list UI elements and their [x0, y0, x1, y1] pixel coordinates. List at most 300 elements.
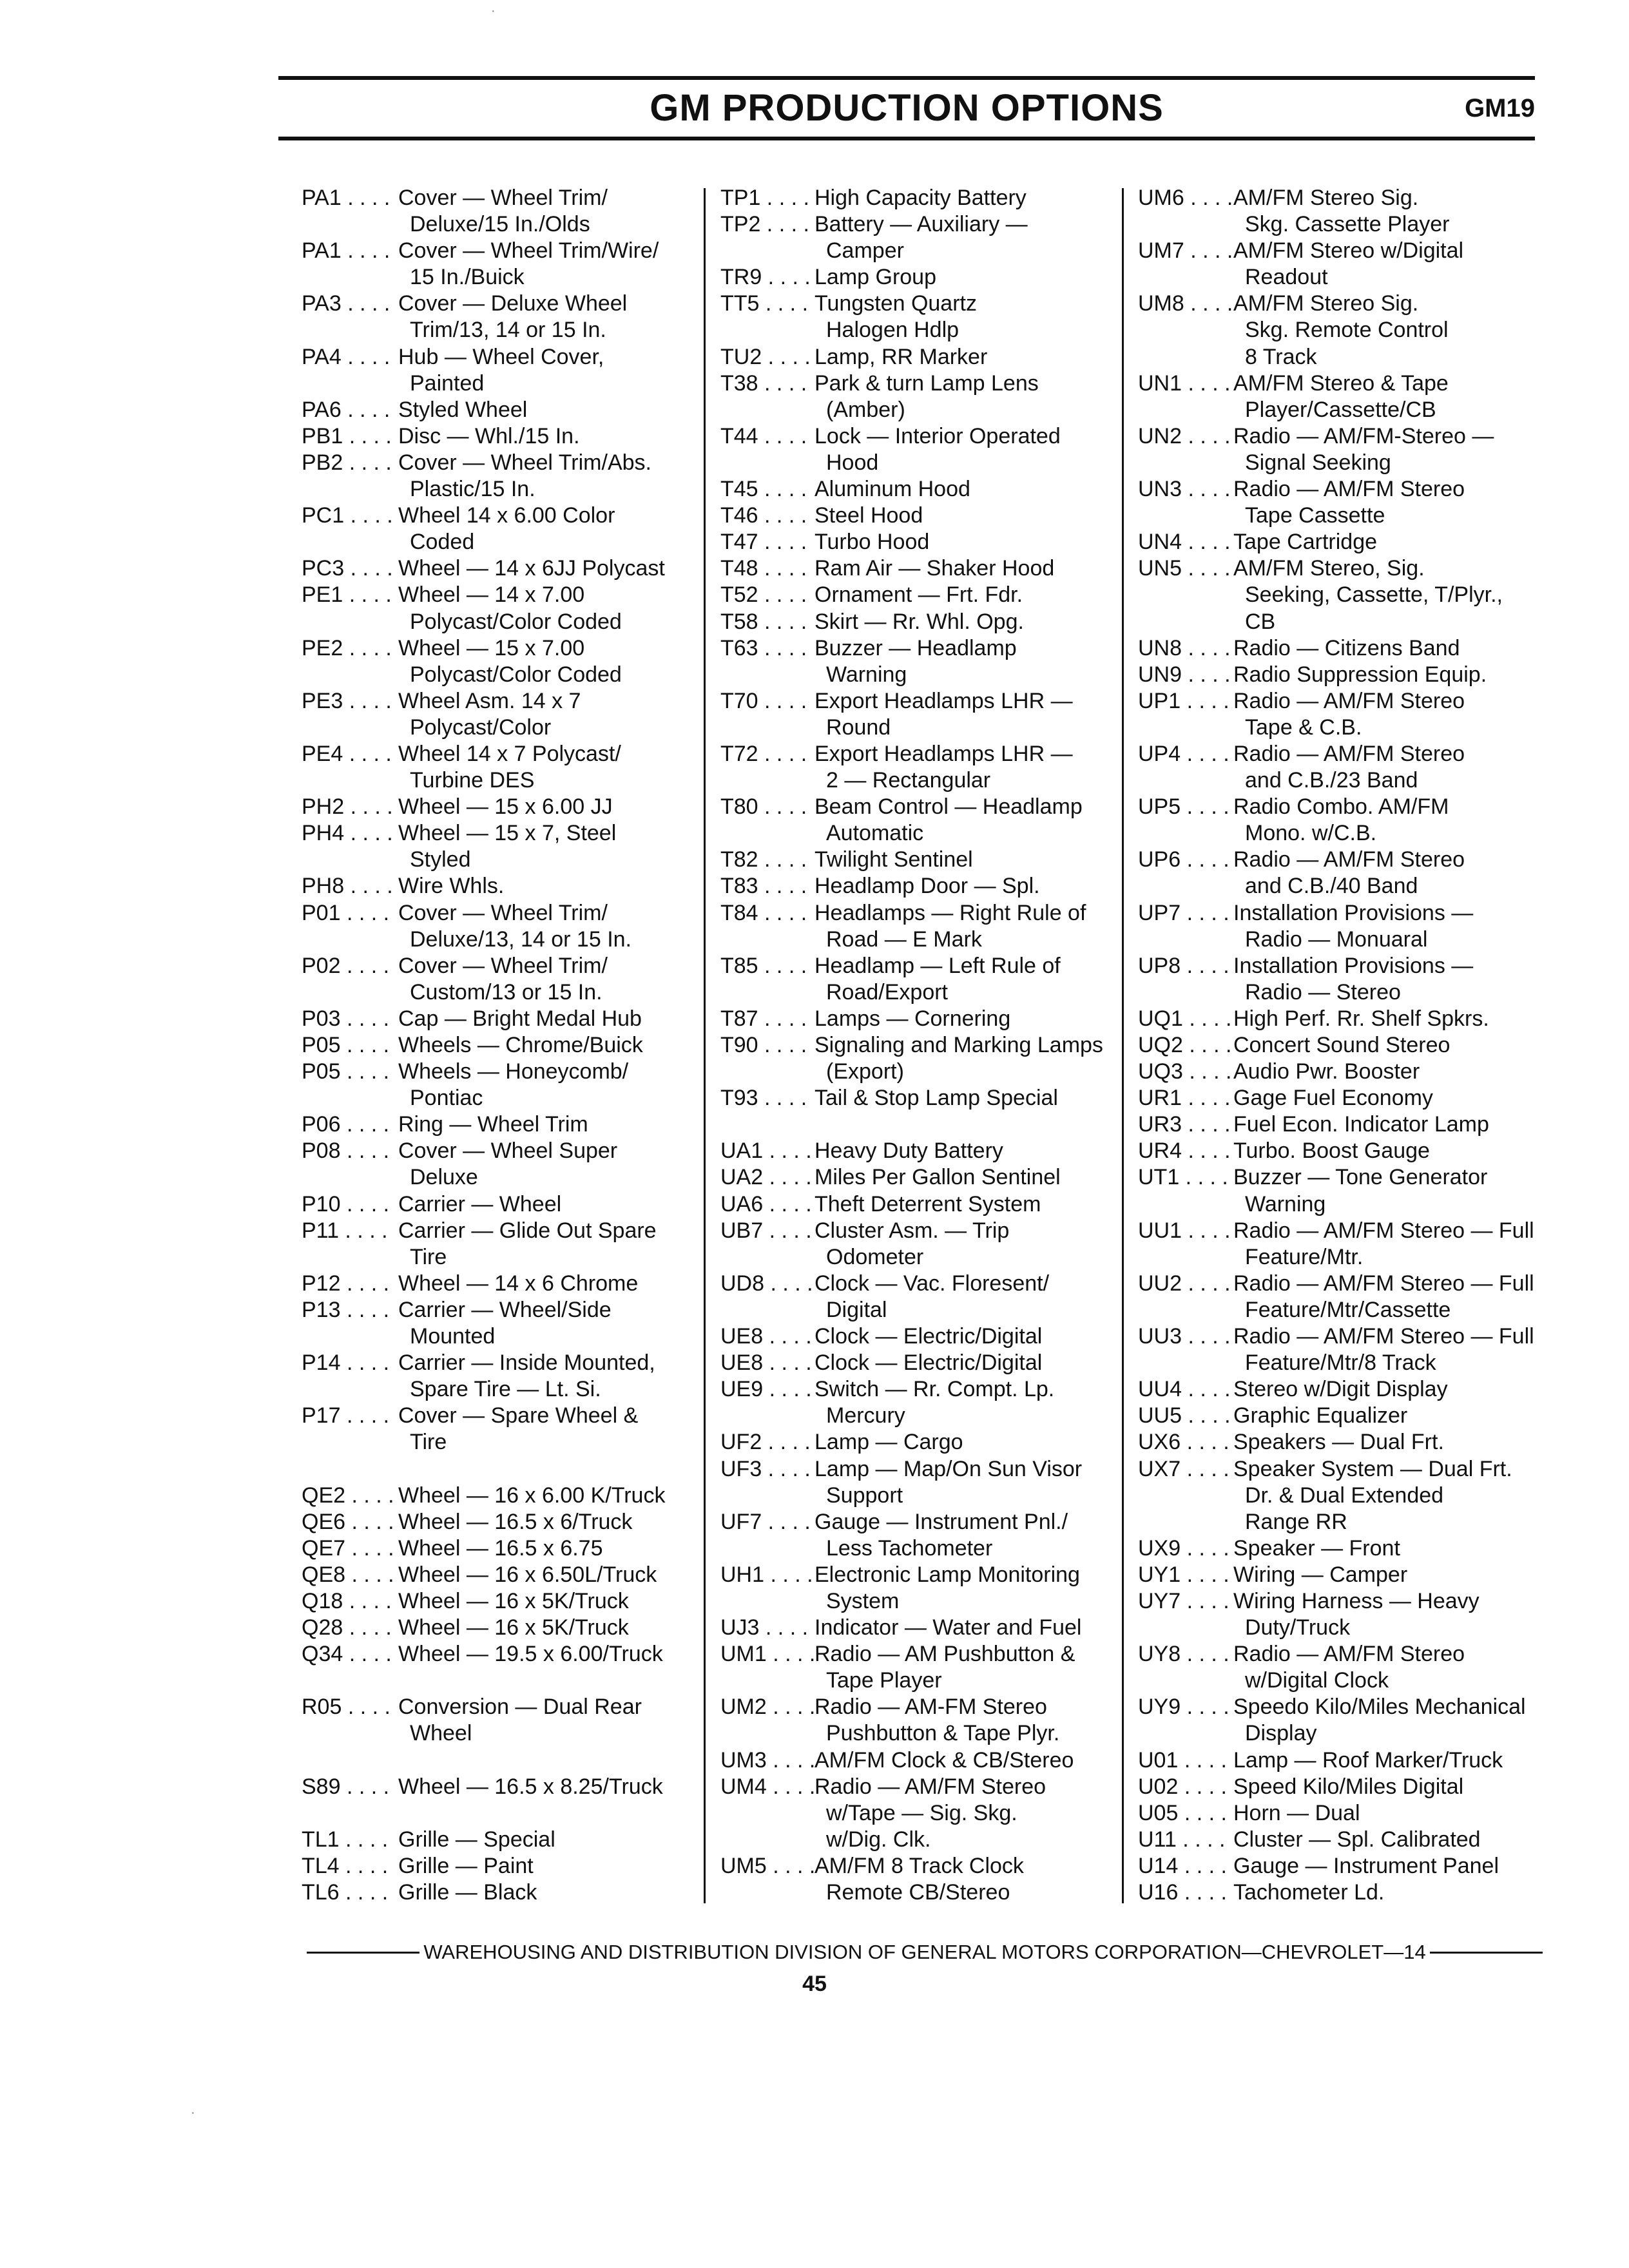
option-description [815, 794, 1115, 847]
option-description [398, 1191, 675, 1218]
option-description-line: Clock — Electric/Digital [815, 1324, 1043, 1349]
option-entry [720, 1456, 1115, 1509]
option-entry [720, 873, 1115, 899]
option-entry [720, 1032, 1115, 1085]
option-code: PB2 . . . . [302, 450, 392, 475]
option-description [398, 1774, 675, 1800]
option-description-continuation: Seeking, Cassette, T/Plyr., [1245, 582, 1503, 608]
option-description-line: Tail & Stop Lamp Special [815, 1086, 1058, 1111]
option-code: U16 . . . . [1138, 1880, 1227, 1905]
option-entry [1138, 662, 1550, 688]
option-description [815, 873, 1115, 899]
option-entry [1138, 1800, 1550, 1827]
option-description-continuation: Custom/13 or 15 In. [410, 979, 602, 1004]
option-entry [720, 1615, 1115, 1641]
option-description-line: Tungsten Quartz [815, 291, 977, 316]
option-entry [302, 423, 675, 450]
option-description [1233, 953, 1550, 1006]
option-entry [302, 1588, 675, 1615]
option-entry [1138, 291, 1550, 370]
option-entry [302, 794, 675, 820]
option-entry [720, 555, 1115, 582]
option-description-line: Grille — Special [398, 1827, 555, 1852]
option-description-line: Horn — Dual [1233, 1800, 1360, 1825]
option-description-line: Carrier — Wheel [398, 1191, 562, 1216]
option-description-continuation: Support [826, 1483, 903, 1508]
option-description [398, 1297, 675, 1350]
option-description [398, 1483, 675, 1509]
option-description [1233, 741, 1550, 794]
option-code: UR4 . . . . [1138, 1139, 1231, 1164]
option-code: PH4 . . . . [302, 821, 393, 846]
option-code: R05 . . . . [302, 1695, 390, 1720]
option-description-line: Cover — Spare Wheel & [398, 1403, 639, 1428]
option-code: UR1 . . . . [1138, 1086, 1231, 1111]
option-description-continuation: System [826, 1588, 900, 1613]
option-description [398, 1032, 675, 1059]
option-code: UF2 . . . . [720, 1430, 811, 1455]
option-description-continuation: Tire [410, 1430, 447, 1455]
option-description [815, 1350, 1115, 1376]
option-description [815, 1456, 1115, 1509]
option-code: T46 . . . . [720, 503, 807, 528]
option-description-line: Cover — Deluxe Wheel [398, 291, 628, 316]
option-entry [720, 529, 1115, 555]
option-code: UN3 . . . . [1138, 477, 1231, 502]
option-description-line: Wheel — 16.5 x 6.75 [398, 1535, 603, 1561]
option-code: T58 . . . . [720, 609, 807, 634]
option-code: UF3 . . . . [720, 1456, 811, 1481]
option-description-line: AM/FM 8 Track Clock [815, 1853, 1024, 1878]
option-description-line: Wiring Harness — Heavy [1233, 1588, 1480, 1613]
option-description-continuation: Signal Seeking [1245, 450, 1391, 475]
option-code: UU4 . . . . [1138, 1377, 1231, 1402]
option-entry [720, 635, 1115, 688]
option-code: T63 . . . . [720, 635, 807, 660]
option-description-line: Headlamp Door — Spl. [815, 874, 1040, 899]
option-code: T38 . . . . [720, 370, 807, 396]
option-code: UQ1 . . . . [1138, 1006, 1232, 1031]
option-code: T85 . . . . [720, 953, 807, 978]
option-code: UU1 . . . . [1138, 1218, 1231, 1243]
option-entry [302, 1615, 675, 1641]
option-entry [720, 1562, 1115, 1615]
option-code: UN2 . . . . [1138, 423, 1231, 448]
option-code: PA4 . . . . [302, 344, 390, 369]
option-description-continuation: Deluxe/15 In./Olds [410, 212, 590, 237]
option-code: UM5 . . . . [720, 1853, 816, 1878]
option-description [398, 1218, 675, 1271]
option-description-line: Clock — Electric/Digital [815, 1350, 1043, 1376]
option-code: UP1 . . . . [1138, 688, 1229, 713]
option-description [398, 344, 675, 397]
option-description-line: High Perf. Rr. Shelf Spkrs. [1233, 1006, 1489, 1031]
option-entry [720, 1350, 1115, 1376]
page-title: GM PRODUCTION OPTIONS [650, 87, 1164, 129]
option-entry [1138, 1271, 1550, 1323]
option-description-line: Turbo Hood [815, 530, 930, 555]
option-entry [1138, 476, 1550, 529]
option-entry [1138, 1429, 1550, 1456]
column-divider [704, 188, 706, 1903]
option-description-line: Lock — Interior Operated [815, 423, 1061, 448]
option-description [398, 1138, 675, 1191]
option-entry [302, 1853, 675, 1879]
option-description [815, 1164, 1115, 1191]
option-description [398, 1562, 675, 1588]
option-entry [302, 1403, 675, 1456]
option-entry [302, 1059, 675, 1111]
option-description-line: Miles Per Gallon Sentinel [815, 1165, 1061, 1190]
option-entry [1138, 1059, 1550, 1085]
option-entry [302, 291, 675, 343]
option-description-line: Wheel 14 x 7 Polycast/ [398, 741, 621, 766]
option-description [1233, 529, 1550, 555]
option-description [815, 688, 1115, 741]
option-description-line: Radio — Citizens Band [1233, 635, 1460, 660]
footer-rule-left [307, 1952, 419, 1954]
option-description [398, 1694, 675, 1747]
option-description-continuation: Road/Export [826, 979, 948, 1004]
option-entry [302, 873, 675, 899]
option-code: QE8 . . . . [302, 1562, 394, 1587]
option-entry [302, 1827, 675, 1853]
option-description-line: Installation Provisions — [1233, 900, 1474, 925]
option-entry [720, 1641, 1115, 1694]
option-description [398, 1403, 675, 1456]
option-code: T84 . . . . [720, 900, 807, 925]
option-description-line: Wheel — 16 x 6.00 K/Truck [398, 1483, 666, 1508]
option-description-continuation: Warning [826, 662, 907, 687]
option-code: U02 . . . . [1138, 1774, 1227, 1799]
option-code: TT5 . . . . [720, 291, 809, 316]
option-description-continuation: Range RR [1245, 1509, 1347, 1534]
option-entry [720, 1138, 1115, 1164]
option-entry [302, 1111, 675, 1138]
option-description [1233, 1271, 1550, 1323]
option-entry [720, 185, 1115, 211]
option-code: UT1 . . . . [1138, 1165, 1228, 1190]
option-code: UB7 . . . . [720, 1218, 812, 1243]
option-entry [720, 1694, 1115, 1747]
option-description-line: Concert Sound Stereo [1233, 1033, 1451, 1057]
option-entry [302, 953, 675, 1006]
option-description [815, 529, 1115, 555]
option-description-continuation: Camper [826, 238, 904, 264]
option-description-continuation: CB [1245, 609, 1276, 634]
option-entry [720, 741, 1115, 794]
option-entry [1138, 1164, 1550, 1217]
section-gap [720, 1111, 1115, 1138]
option-description-line: Wheel — 16.5 x 8.25/Truck [398, 1774, 663, 1799]
option-description-line: Theft Deterrent System [815, 1191, 1041, 1216]
option-description-continuation: Warning [1245, 1191, 1326, 1216]
option-entry [302, 635, 675, 688]
option-description-continuation: Display [1245, 1721, 1317, 1746]
option-description-line: AM/FM Clock & CB/Stereo [815, 1747, 1074, 1773]
option-entry [720, 900, 1115, 953]
option-entry [720, 503, 1115, 529]
option-code: UE9 . . . . [720, 1377, 812, 1402]
option-description [1233, 1562, 1550, 1588]
option-code: UM2 . . . . [720, 1695, 816, 1720]
option-code: P11 . . . . [302, 1218, 388, 1243]
option-entry [720, 794, 1115, 847]
option-description [815, 1509, 1115, 1562]
option-description [398, 1535, 675, 1562]
option-entry [1138, 1111, 1550, 1138]
option-description-continuation: Deluxe/13, 14 or 15 In. [410, 927, 632, 952]
option-code: TP2 . . . . [720, 212, 809, 237]
option-entry [720, 291, 1115, 343]
option-description [815, 1641, 1115, 1694]
option-description-line: Lamp, RR Marker [815, 344, 988, 369]
option-description-line: Wheel Asm. 14 x 7 [398, 688, 581, 713]
option-entry [1138, 423, 1550, 476]
option-code: TL6 . . . . [302, 1880, 389, 1905]
option-entry [1138, 238, 1550, 291]
option-description-line: Battery — Auxiliary — [815, 212, 1028, 237]
option-entry [1138, 1879, 1550, 1906]
option-description-continuation: Tape Cassette [1245, 503, 1385, 528]
option-entry [302, 1483, 675, 1509]
option-description-line: Heavy Duty Battery [815, 1139, 1003, 1164]
option-description [1233, 1747, 1550, 1774]
option-description-continuation: Odometer [826, 1244, 924, 1269]
option-entry [1138, 1535, 1550, 1562]
option-description-continuation: Feature/Mtr/Cassette [1245, 1297, 1451, 1322]
option-entry [302, 820, 675, 873]
option-code: T93 . . . . [720, 1086, 807, 1111]
option-description [815, 370, 1115, 423]
option-code: T87 . . . . [720, 1006, 807, 1031]
option-code: UE8 . . . . [720, 1324, 812, 1349]
option-description [1233, 555, 1550, 635]
option-description-line: Ornament — Frt. Fdr. [815, 582, 1023, 608]
option-description-line: Ring — Wheel Trim [398, 1112, 588, 1137]
option-entry [302, 1879, 675, 1906]
option-entry [720, 1006, 1115, 1032]
option-description [398, 953, 675, 1006]
section-gap [302, 1667, 675, 1694]
option-description-continuation: Polycast/Color Coded [410, 609, 622, 634]
option-entry [302, 582, 675, 635]
option-entry [720, 344, 1115, 370]
option-description-line: Headlamp — Left Rule of [815, 953, 1061, 978]
option-description-line: Wheel — 14 x 6JJ Polycast [398, 556, 665, 581]
option-description [815, 1562, 1115, 1615]
option-description-line: Lamps — Cornering [815, 1006, 1011, 1031]
option-code: P14 . . . . [302, 1350, 390, 1376]
option-entry [1138, 1562, 1550, 1588]
option-code: UM4 . . . . [720, 1774, 816, 1799]
option-description [398, 1350, 675, 1403]
option-description-continuation: Hood [826, 450, 879, 475]
option-description-line: Turbo. Boost Gauge [1233, 1139, 1430, 1164]
option-description-line: Cluster — Spl. Calibrated [1233, 1827, 1481, 1852]
option-code: UA6 . . . . [720, 1191, 812, 1216]
option-description [1233, 476, 1550, 529]
option-code: UP7 . . . . [1138, 900, 1229, 925]
option-description [398, 1827, 675, 1853]
option-code: UX6 . . . . [1138, 1430, 1229, 1455]
option-code: QE6 . . . . [302, 1509, 394, 1534]
option-entry [720, 1509, 1115, 1562]
option-code: UU3 . . . . [1138, 1324, 1231, 1349]
option-description [815, 1323, 1115, 1350]
option-description-line: Lamp — Map/On Sun Visor [815, 1456, 1083, 1481]
option-code: S89 . . . . [302, 1774, 390, 1799]
option-description [1233, 1164, 1550, 1217]
option-code: PE1 . . . . [302, 582, 392, 608]
options-column-2 [720, 185, 1115, 1906]
option-description-line: Ram Air — Shaker Hood [815, 556, 1055, 581]
option-description-line: Lamp Group [815, 265, 936, 290]
option-entry [302, 741, 675, 794]
option-description-line: Signaling and Marking Lamps [815, 1033, 1103, 1057]
option-description [1233, 185, 1550, 238]
option-description-line: Grille — Paint [398, 1853, 534, 1878]
option-description-line: Radio — AM/FM Stereo [1233, 1642, 1465, 1667]
option-description [398, 688, 675, 741]
option-description [398, 1509, 675, 1535]
option-description [815, 1774, 1115, 1853]
option-description [815, 1218, 1115, 1271]
option-entry [302, 238, 675, 291]
option-description-line: Radio — AM/FM Stereo — Full [1233, 1324, 1534, 1349]
option-description-line: Hub — Wheel Cover, [398, 344, 604, 369]
option-description-line: Lamp — Roof Marker/Truck [1233, 1747, 1503, 1773]
option-code: TR9 . . . . [720, 265, 811, 290]
options-column-1 [302, 185, 675, 1906]
option-description [815, 476, 1115, 503]
option-entry [720, 953, 1115, 1006]
option-entry [720, 1376, 1115, 1429]
option-description [1233, 291, 1550, 370]
option-description [1233, 1535, 1550, 1562]
option-code: P05 . . . . [302, 1033, 390, 1057]
option-entry [1138, 635, 1550, 662]
option-entry [302, 450, 675, 503]
option-entry [720, 1429, 1115, 1456]
option-description [815, 1853, 1115, 1906]
option-description-line: Radio Combo. AM/FM [1233, 794, 1449, 820]
option-description-line: Export Headlamps LHR — [815, 688, 1073, 713]
option-code: PE4 . . . . [302, 741, 392, 766]
option-description-continuation: Mounted [410, 1324, 496, 1349]
option-code: T80 . . . . [720, 794, 807, 820]
option-entry [1138, 1456, 1550, 1535]
option-description-line: Radio — AM-FM Stereo [815, 1695, 1047, 1720]
option-description-line: Wheel — 16 x 6.50L/Truck [398, 1562, 657, 1587]
option-description-continuation: Plastic/15 In. [410, 477, 535, 502]
option-description [815, 741, 1115, 794]
options-column-3 [1138, 185, 1550, 1906]
option-entry [720, 1774, 1115, 1853]
option-description [815, 1006, 1115, 1032]
option-description-line: Speedo Kilo/Miles Mechanical [1233, 1695, 1526, 1720]
option-description [398, 1111, 675, 1138]
option-code: U05 . . . . [1138, 1800, 1227, 1825]
option-description [1233, 688, 1550, 741]
option-description-line: AM/FM Stereo & Tape [1233, 370, 1449, 396]
option-description-line: Clock — Vac. Floresent/ [815, 1271, 1050, 1296]
section-gap [302, 1800, 675, 1827]
option-description [398, 1588, 675, 1615]
option-description-line: Wheel — 19.5 x 6.00/Truck [398, 1642, 663, 1667]
option-description-line: Skirt — Rr. Whl. Opg. [815, 609, 1024, 634]
option-entry [720, 688, 1115, 741]
option-entry [1138, 1588, 1550, 1641]
footer-text: WAREHOUSING AND DISTRIBUTION DIVISION OF GENERAL MOTORS CORPORATION—CHEVROLET—14 [423, 1941, 1426, 1963]
option-code: T47 . . . . [720, 530, 807, 555]
option-code: UU5 . . . . [1138, 1403, 1231, 1428]
option-description-line: Speakers — Dual Frt. [1233, 1430, 1444, 1455]
option-code: UN1 . . . . [1138, 370, 1231, 396]
page-footer [303, 1941, 1547, 1964]
option-description [1233, 662, 1550, 688]
option-entry [1138, 1694, 1550, 1747]
option-description [815, 900, 1115, 953]
option-description [398, 423, 675, 450]
option-code: P13 . . . . [302, 1297, 390, 1322]
option-description-continuation: Digital [826, 1297, 887, 1322]
option-code: UA1 . . . . [720, 1139, 812, 1164]
option-description [398, 1006, 675, 1032]
top-rule [278, 76, 1535, 80]
option-description [1233, 1085, 1550, 1111]
option-description-continuation: Player/Cassette/CB [1245, 397, 1436, 422]
option-description-continuation: Painted [410, 370, 485, 396]
option-entry [302, 397, 675, 423]
option-code: P05 . . . . [302, 1059, 390, 1084]
title-rule [278, 137, 1535, 140]
option-description [815, 953, 1115, 1006]
option-code: UP8 . . . . [1138, 953, 1229, 978]
option-description-line: Wheel — 14 x 7.00 [398, 582, 585, 608]
option-description [1233, 1694, 1550, 1747]
option-description-line: Cover — Wheel Trim/Abs. [398, 450, 651, 475]
option-description-line: Carrier — Glide Out Spare [398, 1218, 657, 1243]
option-entry [720, 1853, 1115, 1906]
option-description-line: Grille — Black [398, 1880, 537, 1905]
option-description-continuation: (Amber) [826, 397, 905, 422]
option-description-continuation: Coded [410, 530, 475, 555]
option-entry [720, 264, 1115, 291]
option-description-line: Conversion — Dual Rear [398, 1695, 642, 1720]
option-entry [1138, 1403, 1550, 1429]
option-code: PA6 . . . . [302, 397, 390, 422]
option-entry [302, 1218, 675, 1271]
option-code: T52 . . . . [720, 582, 807, 608]
option-code: UP5 . . . . [1138, 794, 1229, 820]
option-description [815, 582, 1115, 608]
option-entry [720, 1747, 1115, 1774]
option-description [398, 582, 675, 635]
option-entry [1138, 1218, 1550, 1271]
option-description-line: Beam Control — Headlamp [815, 794, 1083, 820]
option-description-line: Indicator — Water and Fuel [815, 1615, 1082, 1640]
option-entry [1138, 185, 1550, 238]
option-code: QE2 . . . . [302, 1483, 394, 1508]
option-description [815, 1694, 1115, 1747]
option-description-continuation: 8 Track [1245, 344, 1317, 369]
option-description-line: Carrier — Wheel/Side [398, 1297, 612, 1322]
option-entry [1138, 1641, 1550, 1694]
option-description-continuation: 2 — Rectangular [826, 768, 991, 793]
option-code: Q28 . . . . [302, 1615, 392, 1640]
option-description [398, 1853, 675, 1879]
